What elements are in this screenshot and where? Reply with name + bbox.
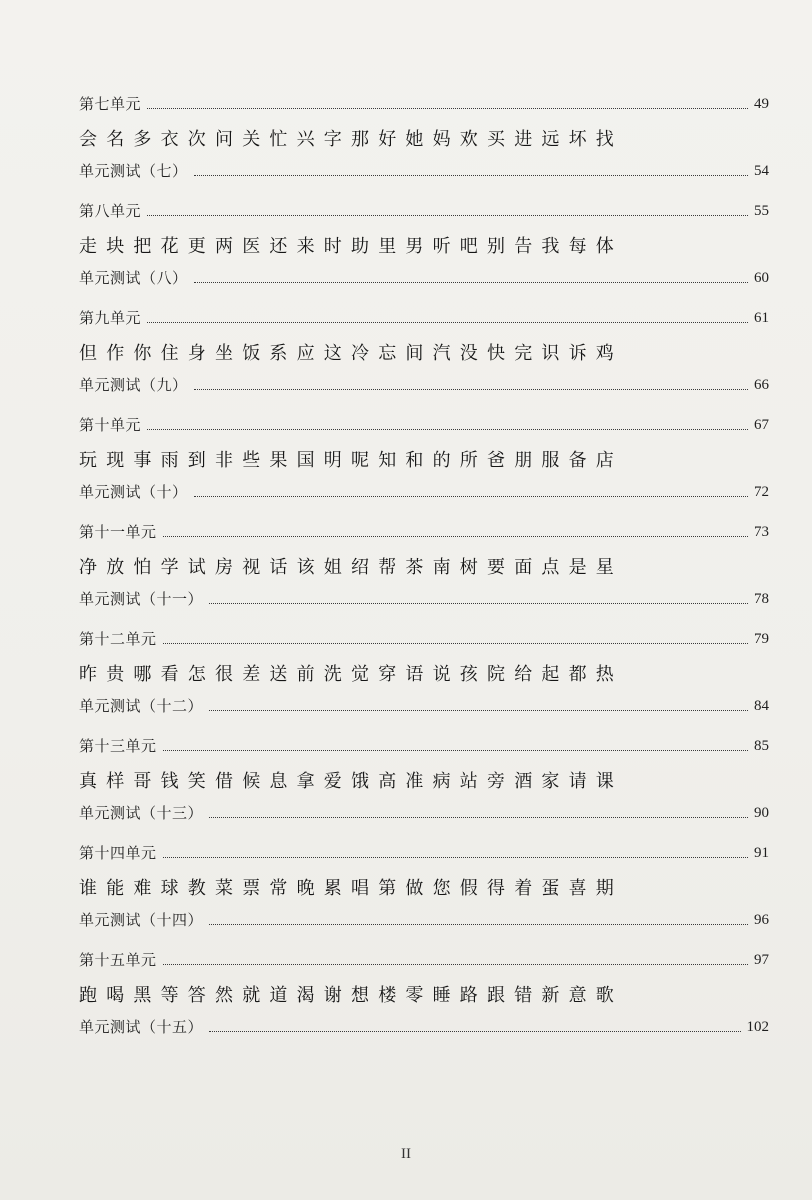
unit-title: 第七单元 <box>79 95 142 113</box>
unit-characters: 玩现事雨到非些果国明呢知和的所爸朋服备店 <box>79 450 623 471</box>
unit-test-row <box>79 155 769 181</box>
unit-test-title: 单元测试（十三） <box>79 804 204 822</box>
unit-test-page-number: 96 <box>754 912 769 928</box>
unit-characters-row <box>79 336 769 366</box>
unit-test-title: 单元测试（十二） <box>79 697 204 715</box>
dot-leader <box>147 428 748 430</box>
toc-unit-13 <box>79 730 769 837</box>
unit-page-number: 85 <box>754 738 769 754</box>
unit-test-page-number: 90 <box>754 805 769 821</box>
unit-heading-row <box>79 516 769 542</box>
unit-heading-row <box>79 623 769 649</box>
dot-leader <box>163 642 748 644</box>
toc-unit-15 <box>79 944 769 1051</box>
unit-characters: 真样哥钱笑借候息拿爱饿高准病站旁酒家请课 <box>79 771 623 792</box>
unit-heading-row <box>79 409 769 435</box>
dot-leader <box>209 816 748 818</box>
dot-leader <box>209 602 748 604</box>
unit-characters: 跑喝黑等答然就道渴谢想楼零睡路跟错新意歌 <box>79 985 623 1006</box>
unit-characters-row <box>79 764 769 794</box>
dot-leader <box>194 174 748 176</box>
unit-page-number: 67 <box>754 417 769 433</box>
unit-characters: 会名多衣次问关忙兴字那好她妈欢买进远坏找 <box>79 129 623 150</box>
unit-characters: 谁能难球教菜票常晚累唱第做您假得着蛋喜期 <box>79 878 623 899</box>
unit-test-page-number: 102 <box>746 1019 769 1035</box>
unit-test-title: 单元测试（八） <box>79 269 188 287</box>
unit-page-number: 97 <box>754 952 769 968</box>
toc-unit-14 <box>79 837 769 944</box>
unit-heading-row <box>79 730 769 756</box>
unit-characters-row <box>79 122 769 152</box>
unit-test-row <box>79 262 769 288</box>
unit-test-row <box>79 583 769 609</box>
unit-title: 第十一单元 <box>79 523 157 541</box>
unit-title: 第十五单元 <box>79 951 157 969</box>
toc-unit-9 <box>79 302 769 409</box>
unit-characters: 昨贵哪看怎很差送前洗觉穿语说孩院给起都热 <box>79 664 623 685</box>
unit-characters-row <box>79 657 769 687</box>
toc-unit-11 <box>79 516 769 623</box>
unit-title: 第八单元 <box>79 202 142 220</box>
unit-test-title: 单元测试（十四） <box>79 911 204 929</box>
unit-test-title: 单元测试（七） <box>79 162 188 180</box>
unit-title: 第九单元 <box>79 309 142 327</box>
unit-characters-row <box>79 443 769 473</box>
dot-leader <box>147 214 748 216</box>
unit-characters: 但作你住身坐饭系应这冷忘间汽没快完识诉鸡 <box>79 343 623 364</box>
unit-test-title: 单元测试（十五） <box>79 1018 204 1036</box>
table-of-contents <box>79 88 769 1051</box>
unit-characters-row <box>79 871 769 901</box>
unit-test-page-number: 66 <box>754 377 769 393</box>
dot-leader <box>194 281 748 283</box>
unit-page-number: 91 <box>754 845 769 861</box>
dot-leader <box>209 709 748 711</box>
dot-leader <box>163 963 748 965</box>
unit-heading-row <box>79 88 769 114</box>
unit-characters-row <box>79 229 769 259</box>
unit-page-number: 61 <box>754 310 769 326</box>
unit-test-title: 单元测试（十一） <box>79 590 204 608</box>
unit-title: 第十四单元 <box>79 844 157 862</box>
unit-test-page-number: 72 <box>754 484 769 500</box>
unit-page-number: 49 <box>754 96 769 112</box>
toc-unit-10 <box>79 409 769 516</box>
unit-title: 第十三单元 <box>79 737 157 755</box>
unit-heading-row <box>79 837 769 863</box>
page-folio: II <box>401 1146 411 1162</box>
dot-leader <box>194 495 748 497</box>
unit-heading-row <box>79 195 769 221</box>
unit-page-number: 79 <box>754 631 769 647</box>
unit-heading-row <box>79 944 769 970</box>
dot-leader <box>163 535 748 537</box>
unit-test-page-number: 78 <box>754 591 769 607</box>
dot-leader <box>163 856 748 858</box>
unit-page-number: 73 <box>754 524 769 540</box>
unit-test-page-number: 60 <box>754 270 769 286</box>
toc-unit-12 <box>79 623 769 730</box>
toc-unit-7 <box>79 88 769 195</box>
unit-characters: 净放怕学试房视话该姐绍帮茶南树要面点是星 <box>79 557 623 578</box>
unit-test-row <box>79 797 769 823</box>
unit-heading-row <box>79 302 769 328</box>
unit-test-page-number: 54 <box>754 163 769 179</box>
dot-leader <box>209 1030 740 1032</box>
unit-characters-row <box>79 978 769 1008</box>
unit-test-page-number: 84 <box>754 698 769 714</box>
unit-test-row <box>79 904 769 930</box>
dot-leader <box>209 923 748 925</box>
unit-test-title: 单元测试（九） <box>79 376 188 394</box>
unit-title: 第十单元 <box>79 416 142 434</box>
unit-test-title: 单元测试（十） <box>79 483 188 501</box>
unit-page-number: 55 <box>754 203 769 219</box>
unit-characters: 走块把花更两医还来时助里男听吧别告我每体 <box>79 236 623 257</box>
dot-leader <box>194 388 748 390</box>
unit-test-row <box>79 690 769 716</box>
dot-leader <box>147 107 748 109</box>
unit-test-row <box>79 369 769 395</box>
toc-unit-8 <box>79 195 769 302</box>
dot-leader <box>147 321 748 323</box>
unit-test-row <box>79 1011 769 1037</box>
dot-leader <box>163 749 748 751</box>
unit-title: 第十二单元 <box>79 630 157 648</box>
unit-test-row <box>79 476 769 502</box>
unit-characters-row <box>79 550 769 580</box>
